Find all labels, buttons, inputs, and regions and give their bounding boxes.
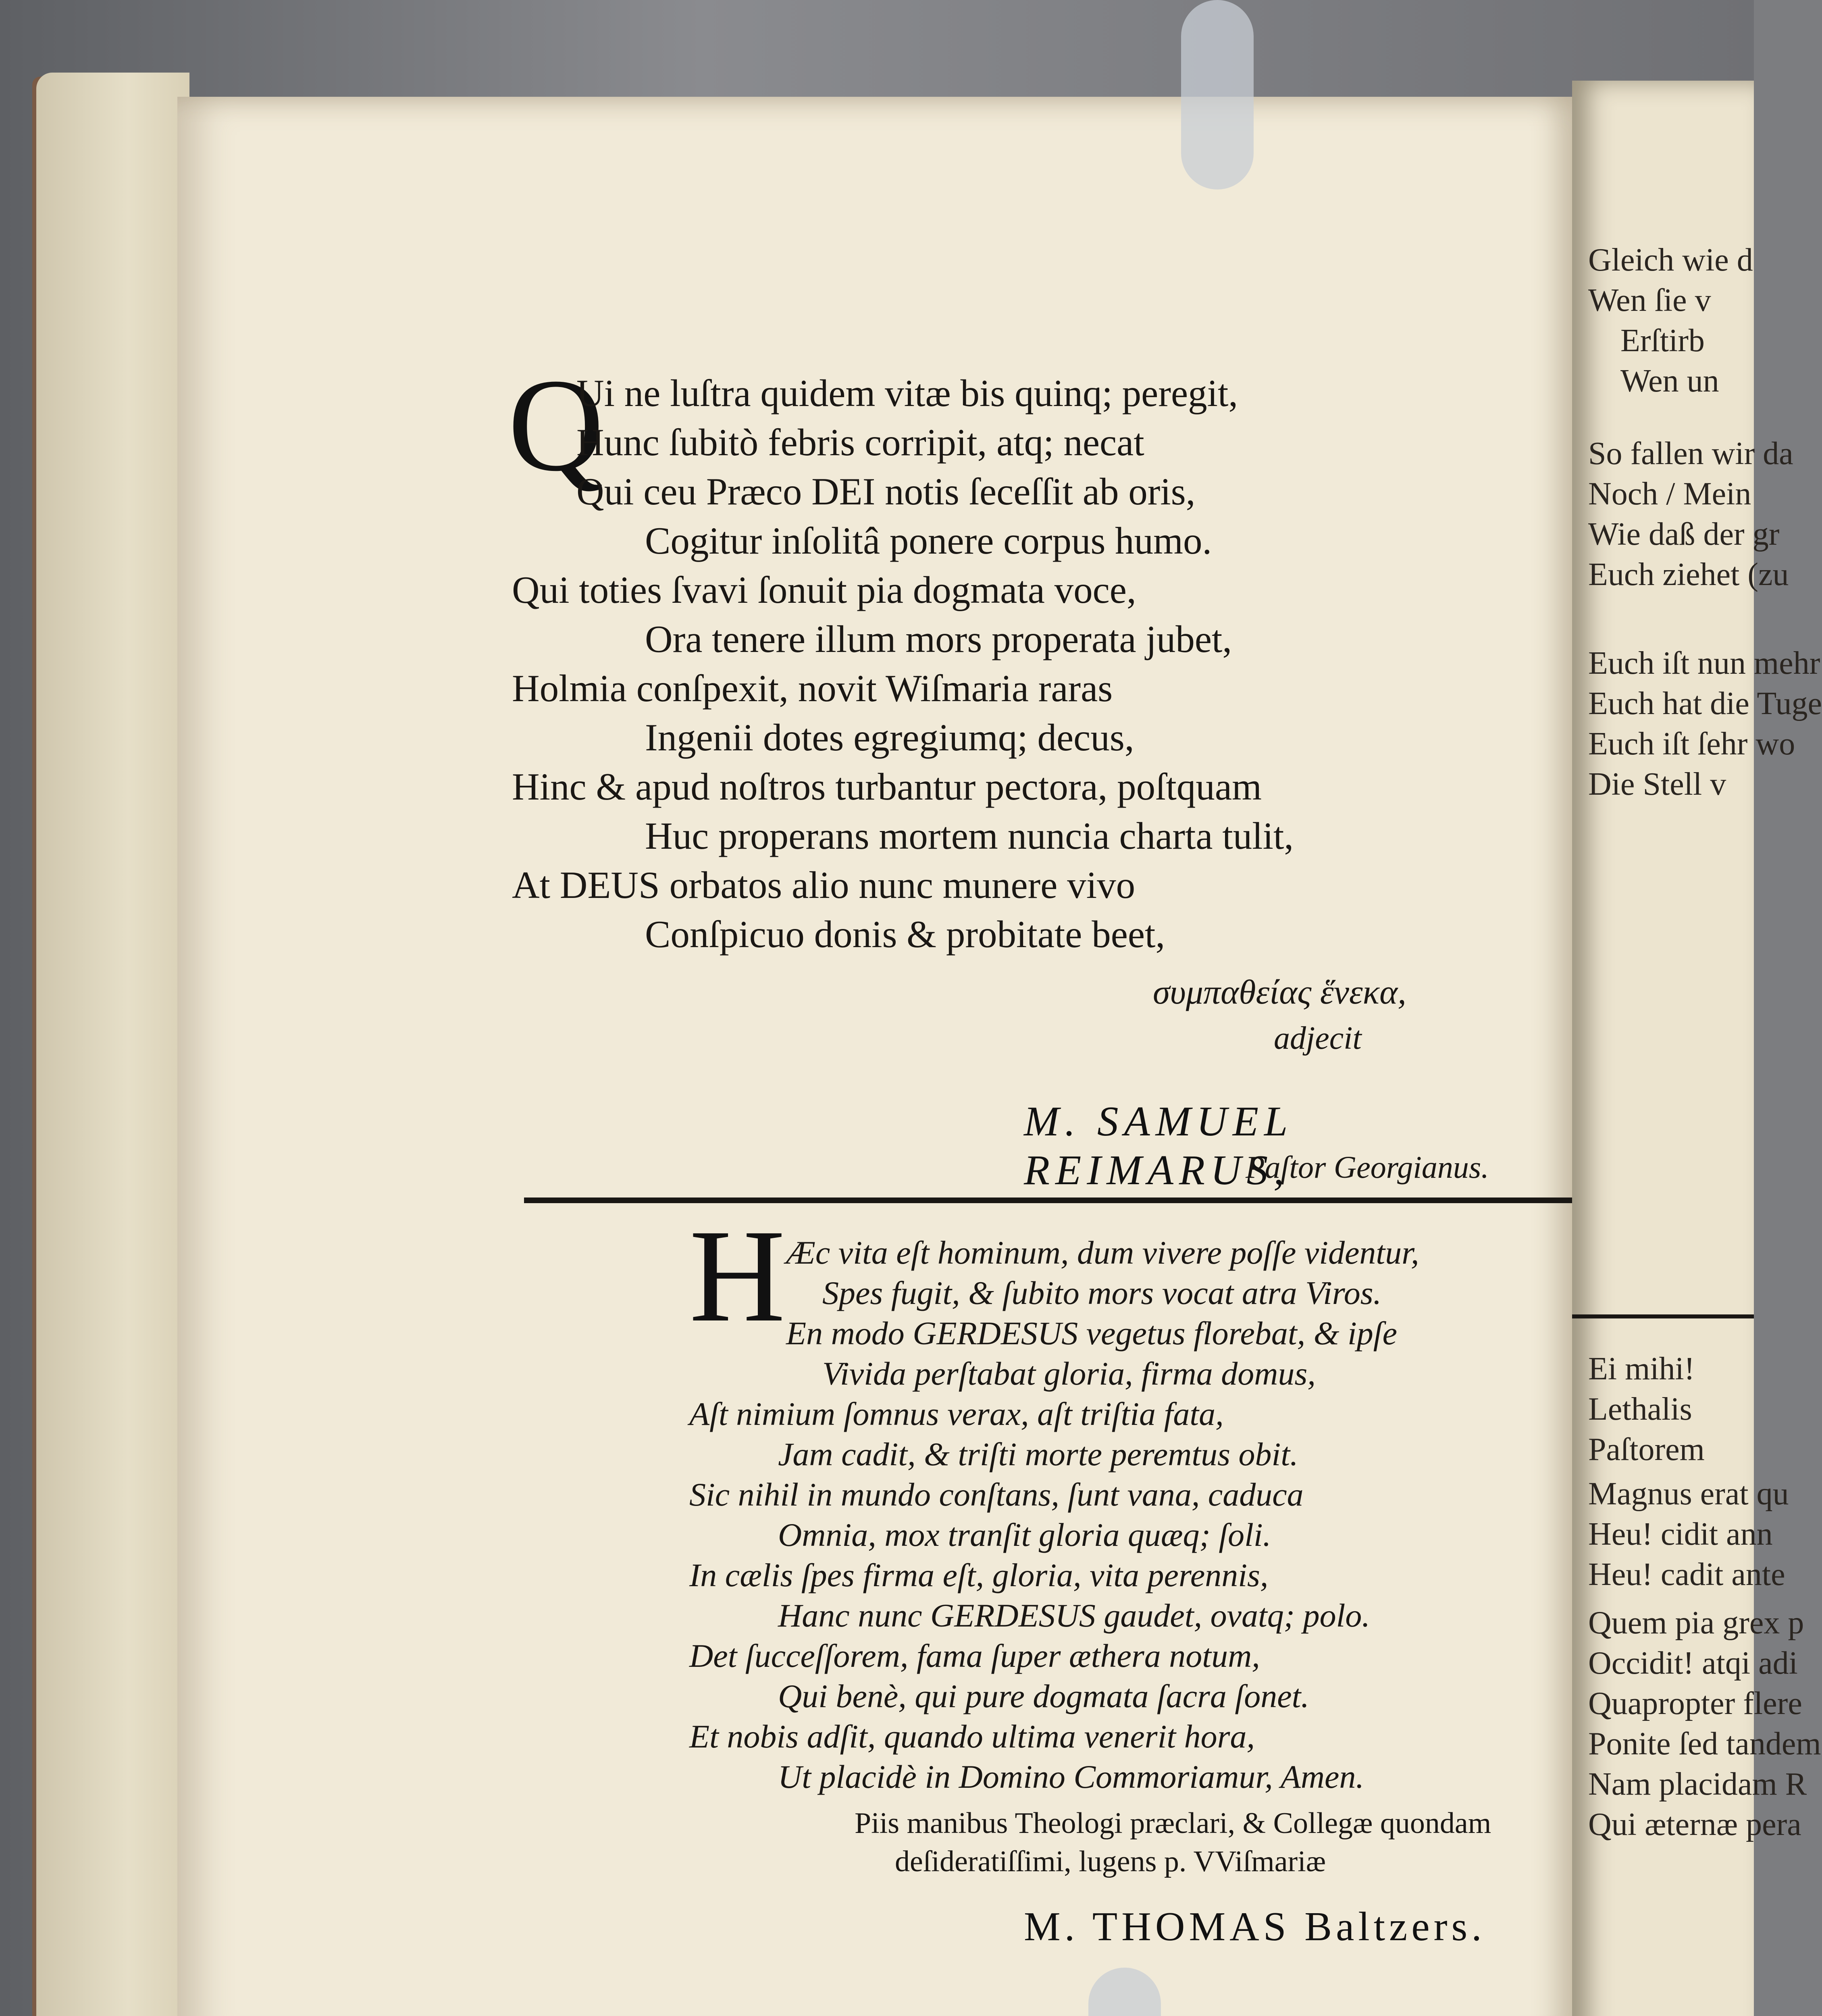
dedication-line: deſideratiſſimi, lugens p. VViſmariæ — [895, 1845, 1326, 1878]
facing-line: Ei mihi! — [1588, 1351, 1695, 1387]
left-page — [177, 97, 1572, 2016]
poem-line: Huc properans mortem nuncia charta tulit, — [645, 814, 1294, 857]
facing-line: Erſtirb — [1620, 323, 1705, 358]
facing-line: Occidit! atqi adi — [1588, 1645, 1798, 1681]
poem-line: Holmia conſpexit, novit Wiſmaria raras — [512, 667, 1113, 710]
poem-line: At DEUS orbatos alio nunc munere vivo — [512, 864, 1136, 906]
adjecit-label: adjecit — [1274, 1020, 1362, 1056]
poem-line: Ora tenere illum mors properata jubet, — [645, 618, 1232, 660]
facing-line: Lethalis — [1588, 1391, 1692, 1427]
facing-line: Quapropter flere — [1588, 1686, 1802, 1721]
poem-line: Qui ceu Præco DEI notis ſeceſſit ab oris, — [576, 470, 1196, 513]
poem-line: Jam cadit, & triſti morte peremtus obit. — [778, 1436, 1298, 1472]
facing-line: Nam placidam R — [1588, 1766, 1807, 1802]
facing-line: Wie daß der gr — [1588, 516, 1780, 552]
facing-line: Wen un — [1620, 363, 1719, 399]
poem-line: Et nobis adſit, quando ultima venerit hora, — [689, 1718, 1255, 1755]
poem-line: Vivida perſtabat gloria, firma domus, — [822, 1355, 1316, 1392]
facing-line: Heu! cadit ante — [1588, 1557, 1785, 1592]
poem-line: Ui ne luſtra quidem vitæ bis quinq; peregit, — [576, 372, 1238, 414]
poem-line: Sic nihil in mundo conſtans, ſunt vana, caduca — [689, 1476, 1304, 1513]
dedication-line: Piis manibus Theologi præclari, & Collegæ quondam — [855, 1807, 1491, 1840]
poem-line: Hanc nunc GERDESUS gaudet, ovatq; polo. — [778, 1597, 1370, 1634]
poem-line: Qui toties ſvavi ſonuit pia dogmata voce, — [512, 569, 1136, 611]
poem-line: Qui benè, qui pure dogmata ſacra ſonet. — [778, 1678, 1309, 1714]
poem-line: Ingenii dotes egregiumq; decus, — [645, 716, 1134, 759]
facing-line: Paſtorem — [1588, 1432, 1705, 1467]
poem-line: Hinc & apud noſtros turbantur pectora, poſtquam — [512, 765, 1262, 808]
poem-line: Ut placidè in Domino Commoriamur, Amen. — [778, 1758, 1364, 1795]
author-title: Paſtor Georgianus. — [1246, 1150, 1489, 1185]
author-baltzers: M. THOMAS Baltzers. — [1024, 1904, 1486, 1949]
poem-line: Cogitur inſolitâ ponere corpus humo. — [645, 519, 1212, 562]
poem-line: Omnia, mox tranſit gloria quæq; ſoli. — [778, 1516, 1271, 1553]
facing-line: Die Stell v — [1588, 766, 1726, 802]
facing-line: Heu! cidit ann — [1588, 1516, 1773, 1552]
poem-line: In cælis ſpes firma eſt, gloria, vita perennis, — [689, 1557, 1269, 1593]
poem-line: Conſpicuo donis & probitate beet, — [645, 913, 1165, 956]
facing-line: Euch ziehet (zu — [1588, 557, 1789, 592]
facing-line: Gleich wie d — [1588, 242, 1753, 278]
poem-line: Æc vita eſt hominum, dum vivere poſſe videntur, — [786, 1234, 1419, 1271]
facing-line: Qui æternæ pera — [1588, 1807, 1801, 1842]
facing-line: Magnus erat qu — [1588, 1476, 1789, 1512]
facing-line: Euch hat die Tuge — [1588, 686, 1822, 721]
poem-line: Aſt nimium ſomnus verax, aſt triſtia fata, — [689, 1395, 1224, 1432]
page-block-edge — [36, 73, 189, 2016]
poem-line: En modo GERDESUS vegetus florebat, & ipſe — [786, 1315, 1397, 1352]
facing-line: Wen ſie v — [1588, 283, 1711, 318]
facing-line: Ponite ſed tandem — [1588, 1726, 1821, 1762]
facing-line: So fallen wir da — [1588, 436, 1793, 471]
greek-phrase: συμπαθείας ἕνεκα, — [1153, 973, 1406, 1011]
drop-cap-q: Q — [508, 352, 604, 499]
facing-line: Euch iſt nun mehr — [1588, 646, 1820, 681]
facing-line: Noch / Mein — [1588, 476, 1751, 512]
poem-line: Hunc ſubitò febris corripit, atq; necat — [576, 421, 1144, 464]
page-holder-clip-top — [1181, 0, 1254, 190]
facing-line: Quem pia grex p — [1588, 1605, 1804, 1641]
author-reimarus: M. SAMUEL REIMARUS, — [1024, 1098, 1293, 1193]
drop-cap-h: H — [689, 1202, 786, 1350]
facing-divider — [1572, 1314, 1754, 1318]
facing-page — [1572, 81, 1822, 2016]
poem-line: Spes fugit, & ſubito mors vocat atra Viros. — [822, 1275, 1382, 1311]
poem-line: Det ſucceſſorem, fama ſuper æthera notum, — [689, 1637, 1260, 1674]
facing-line: Euch iſt ſehr wo — [1588, 726, 1795, 762]
